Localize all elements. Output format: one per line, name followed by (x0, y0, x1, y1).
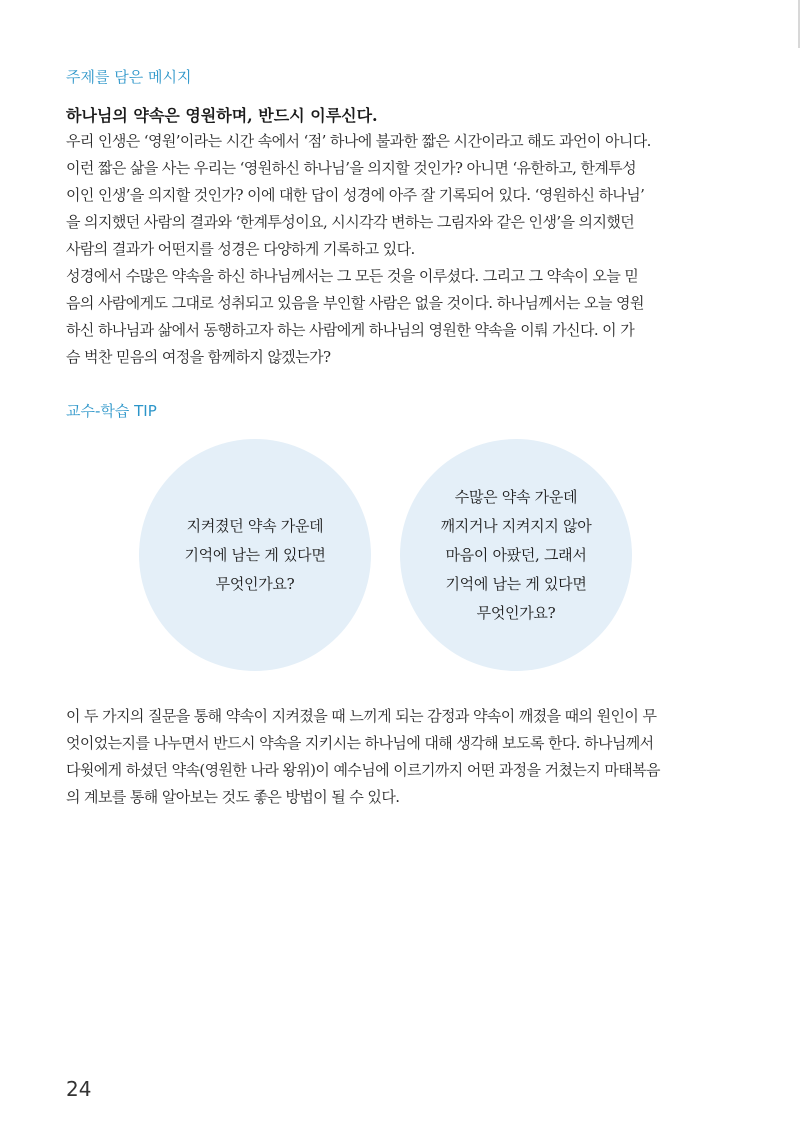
tip-line: 의 계보를 통해 알아보는 것도 좋은 방법이 될 수 있다. (66, 788, 400, 806)
message-heading: 하나님의 약속은 영원하며, 반드시 이루신다. (66, 106, 378, 125)
circle-line: 기억에 남는 게 있다면 (445, 574, 587, 593)
tip-line: 엇이었는지를 나누면서 반드시 약속을 지키시는 하나님에 대해 생각해 보도록 한다. 하나님께서 (66, 734, 654, 752)
circle-line: 마음이 아팠던, 그래서 (445, 545, 587, 564)
message-line: 우리 인생은 ‘영원’이라는 시간 속에서 ‘점’ 하나에 불과한 짧은 시간이라고 해도 과언이 아니다. (66, 132, 651, 150)
message-line: 사람의 결과가 어떤지를 성경은 다양하게 기록하고 있다. (66, 240, 415, 258)
circle-line: 무엇인가요? (215, 574, 295, 593)
circle-line: 수많은 약속 가운데 (454, 487, 578, 506)
message-line: 하신 하나님과 삶에서 동행하고자 하는 사람에게 하나님의 영원한 약속을 이뤄 가신다. 이 가 (66, 321, 635, 339)
section-label-message: 주제를 담은 메시지 (66, 68, 192, 86)
question-circle-kept-promise (139, 439, 371, 671)
circle-line: 지켜졌던 약속 가운데 (186, 516, 324, 535)
message-line: 이런 짧은 삶을 사는 우리는 ‘영원하신 하나님’을 의지할 것인가? 아니면 ‘유한하고, 한계투성 (66, 159, 637, 177)
message-line: 이인 인생’을 의지할 것인가? 이에 대한 답이 성경에 아주 잘 기록되어 있다. ‘영원하신 하나님’ (66, 186, 645, 204)
circle-line: 깨지거나 지켜지지 않아 (440, 516, 592, 535)
message-line: 음의 사람에게도 그대로 성취되고 있음을 부인할 사람은 없을 것이다. 하나님께서는 오늘 영원 (66, 294, 644, 312)
section-label-tip: 교수-학습 TIP (66, 402, 157, 420)
tip-line: 다윗에게 하셨던 약속(영원한 나라 왕위)이 예수님에 이르기까지 어떤 과정을 거쳤는지 마태복음 (66, 761, 660, 779)
message-line: 을 의지했던 사람의 결과와 ‘한계투성이요, 시시각각 변하는 그림자와 같은 인생’을 의지했던 (66, 213, 635, 231)
tip-line: 이 두 가지의 질문을 통해 약속이 지켜졌을 때 느끼게 되는 감정과 약속이 깨졌을 때의 원인이 무 (66, 707, 657, 725)
question-circle-broken-promise (400, 439, 632, 671)
circle-line: 무엇인가요? (476, 603, 556, 622)
message-line: 슴 벅찬 믿음의 여정을 함께하지 않겠는가? (66, 348, 331, 366)
circle-line: 기억에 남는 게 있다면 (184, 545, 326, 564)
message-line: 성경에서 수많은 약속을 하신 하나님께서는 그 모든 것을 이루셨다. 그리고 그 약속이 오늘 믿 (66, 267, 639, 285)
page-number: 24 (66, 1077, 92, 1101)
